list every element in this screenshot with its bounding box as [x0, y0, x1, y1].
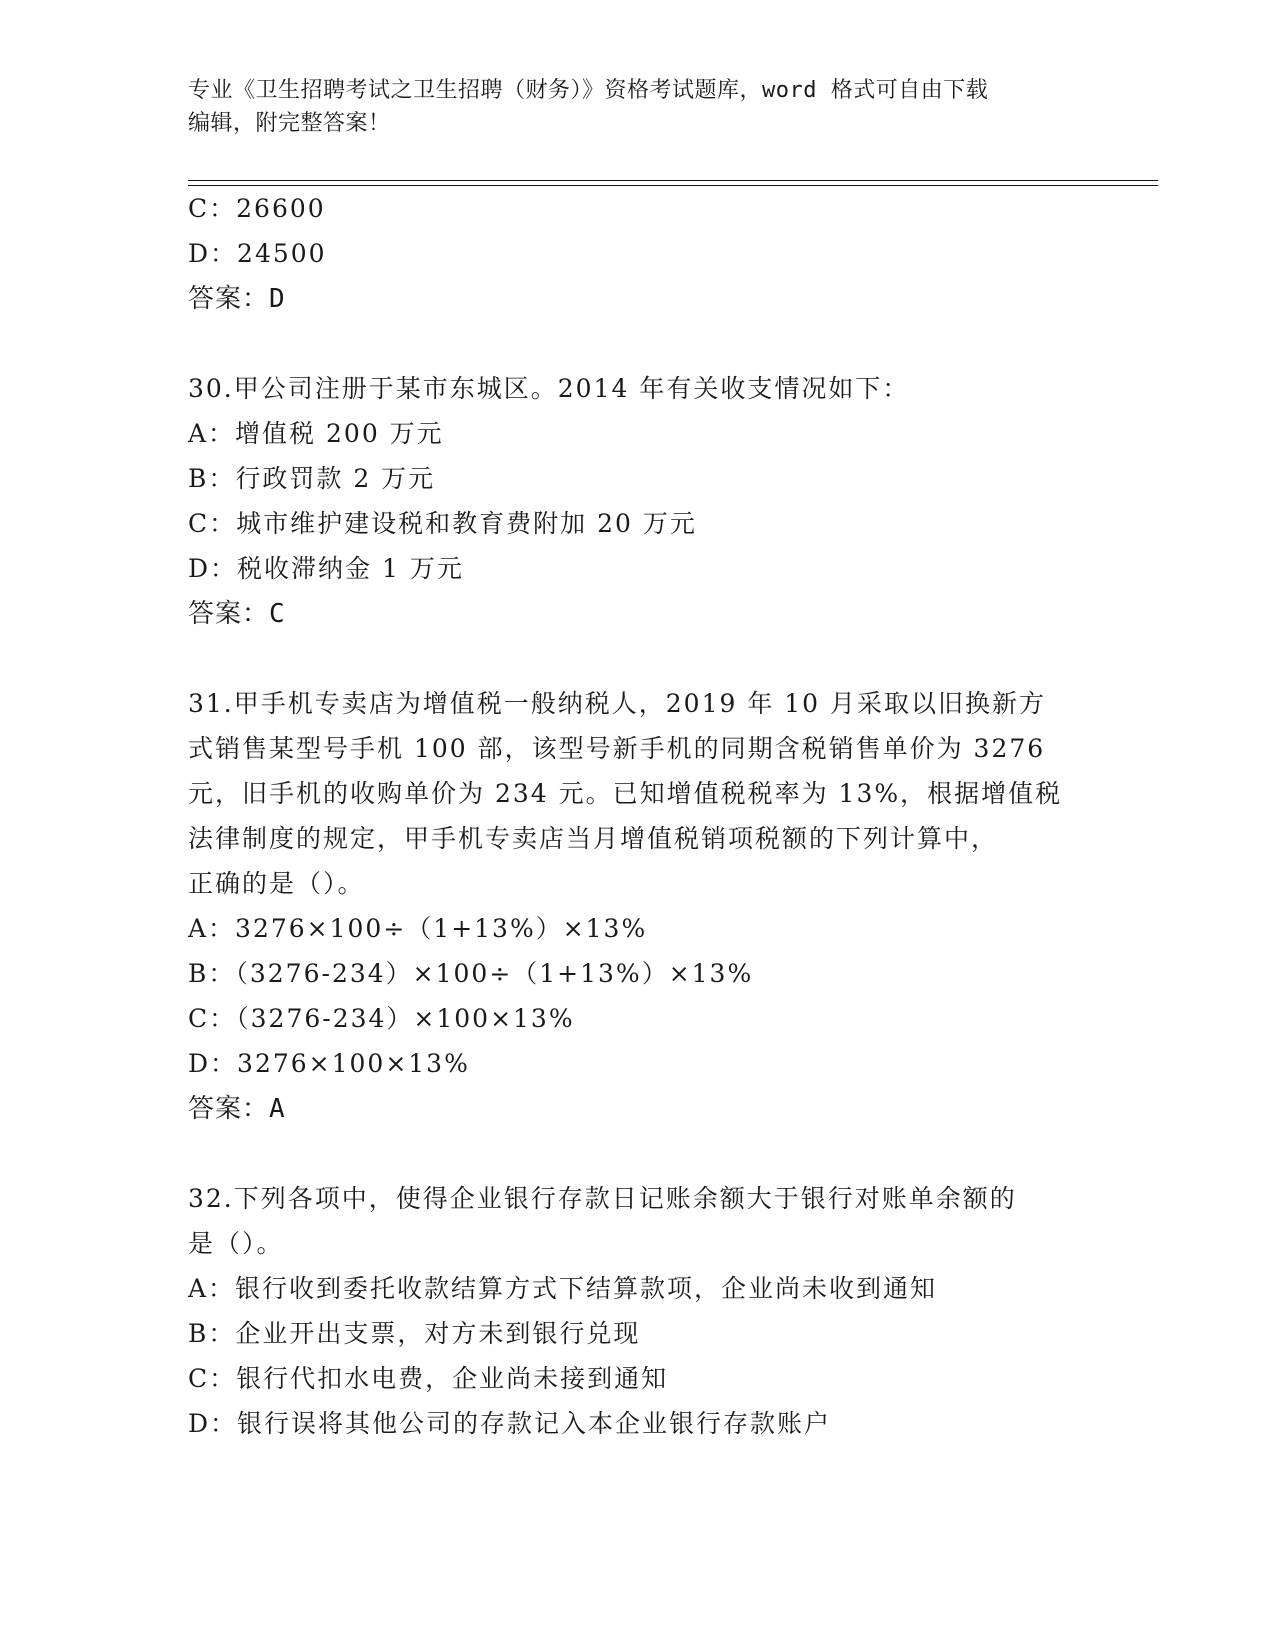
q31-option-b: B：（3276-234）×100÷（1+13%）×13%: [188, 959, 754, 988]
q31-stem-line: 正确的是（）。: [188, 869, 365, 898]
header-divider-top: [188, 180, 1158, 181]
q32-option-c: C：银行代扣水电费，企业尚未接到通知: [188, 1364, 669, 1393]
header-divider-bottom: [188, 185, 1158, 186]
q31-stem-line: 元，旧手机的收购单价为 234 元。已知增值税税率为 13%，根据增值税: [188, 779, 1063, 808]
q31-option-c: C：（3276-234）×100×13%: [188, 1004, 575, 1033]
q31-stem-line: 31.甲手机专卖店为增值税一般纳税人，2019 年 10 月采取以旧换新方: [188, 689, 1047, 718]
prev-answer: 答案：D: [188, 284, 286, 314]
q31-answer: 答案：A: [188, 1094, 286, 1124]
header-line-1: 专业《卫生招聘考试之卫生招聘（财务）》资格考试题库，word 格式可自由下载: [188, 78, 989, 103]
q30-option-d: D：税收滞纳金 1 万元: [188, 554, 464, 583]
q31-stem-line: 法律制度的规定，甲手机专卖店当月增值税销项税额的下列计算中，: [188, 824, 999, 853]
q30-answer: 答案：C: [188, 599, 286, 629]
q32-option-b: B：企业开出支票，对方未到银行兑现: [188, 1319, 641, 1348]
q30-option-b: B：行政罚款 2 万元: [188, 464, 436, 493]
document-header: [188, 74, 1068, 140]
q30-option-a: A：增值税 200 万元: [188, 419, 444, 448]
q32-stem-line: 是（）。: [188, 1229, 284, 1258]
q32-stem-line: 32.下列各项中，使得企业银行存款日记账余额大于银行对账单余额的: [188, 1184, 1017, 1213]
q30-option-c: C：城市维护建设税和教育费附加 20 万元: [188, 509, 697, 538]
q32-option-d: D：银行误将其他公司的存款记入本企业银行存款账户: [188, 1409, 832, 1438]
q31-option-d: D：3276×100×13%: [188, 1049, 470, 1078]
prev-option-c: C：26600: [188, 194, 326, 223]
q30-stem: 30.甲公司注册于某市东城区。2014 年有关收支情况如下：: [188, 374, 910, 403]
q31-option-a: A：3276×100÷（1+13%）×13%: [188, 914, 648, 943]
q31-stem-line: 式销售某型号手机 100 部，该型号新手机的同期含税销售单价为 3276: [188, 734, 1046, 763]
header-line-2: 编辑，附完整答案！: [188, 111, 391, 136]
q32-option-a: A：银行收到委托收款结算方式下结算款项，企业尚未收到通知: [188, 1274, 938, 1303]
prev-option-d: D：24500: [188, 239, 327, 268]
